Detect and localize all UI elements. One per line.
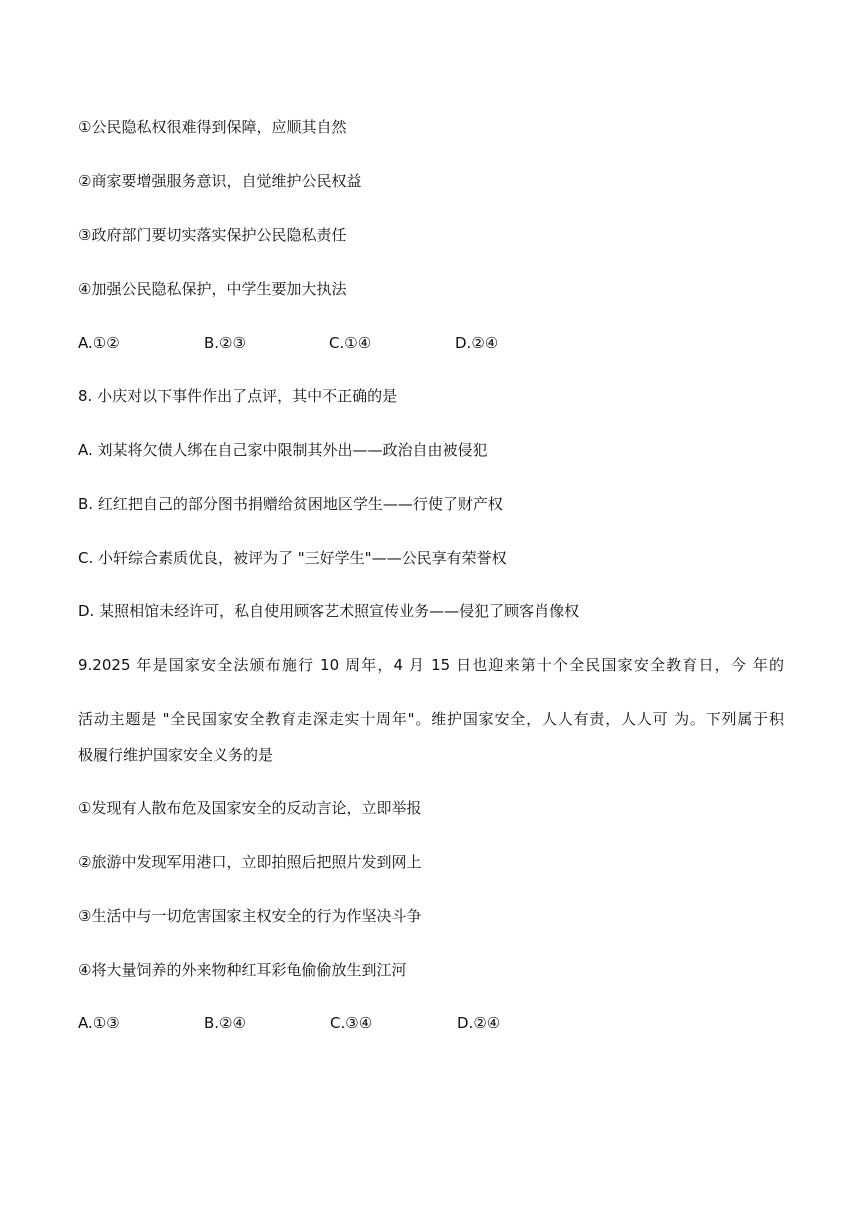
q7-statement-4: ④加强公民隐私保护，中学生要加大执法: [78, 280, 347, 298]
q7-option-b: B.②③: [204, 334, 246, 352]
q9-statement-4: ④将大量饲养的外来物种红耳彩龟偷偷放生到江河: [78, 961, 407, 979]
q9-statement-1: ①发现有人散布危及国家安全的反动言论，立即举报: [78, 799, 422, 817]
q8-option-b: B. 红红把自己的部分图书捐赠给贫困地区学生——行使了财产权: [78, 495, 503, 513]
q7-statement-1: ①公民隐私权很难得到保障，应顺其自然: [78, 118, 347, 136]
q9-option-b: B.②④: [204, 1014, 246, 1032]
q7-statement-2: ②商家要增强服务意识，自觉维护公民权益: [78, 172, 362, 190]
q9-stem-line-2: 活动主题是 "全民国家安全教育走深走实十周年"。维护国家安全，人人有责，人人可 为。下列属于积: [78, 710, 784, 728]
q9-option-a: A.①③: [78, 1014, 120, 1032]
q7-option-a: A.①②: [78, 334, 120, 352]
q9-statement-2: ②旅游中发现军用港口，立即拍照后把照片发到网上: [78, 853, 422, 871]
q8-stem: 8. 小庆对以下事件作出了点评，其中不正确的是: [78, 387, 398, 405]
q9-statement-3: ③生活中与一切危害国家主权安全的行为作坚决斗争: [78, 907, 422, 925]
q7-statement-3: ③政府部门要切实落实保护公民隐私责任: [78, 226, 347, 244]
q7-option-c: C.①④: [329, 334, 372, 352]
q8-option-a: A. 刘某将欠债人绑在自己家中限制其外出——政治自由被侵犯: [78, 441, 488, 459]
q8-option-d: D. 某照相馆未经许可，私自使用顾客艺术照宣传业务——侵犯了顾客肖像权: [78, 602, 580, 620]
q8-option-c: C. 小轩综合素质优良，被评为了 "三好学生"——公民享有荣誉权: [78, 549, 507, 567]
q9-stem-line-1: 9.2025 年是国家安全法颁布施行 10 周年，4 月 15 日也迎来第十个全民国家安全教育日，今 年的: [78, 656, 784, 674]
q9-option-c: C.③④: [330, 1014, 373, 1032]
q9-option-d: D.②④: [457, 1014, 501, 1032]
q7-option-d: D.②④: [455, 334, 499, 352]
q9-stem-line-3: 极履行维护国家安全义务的是: [78, 746, 274, 764]
